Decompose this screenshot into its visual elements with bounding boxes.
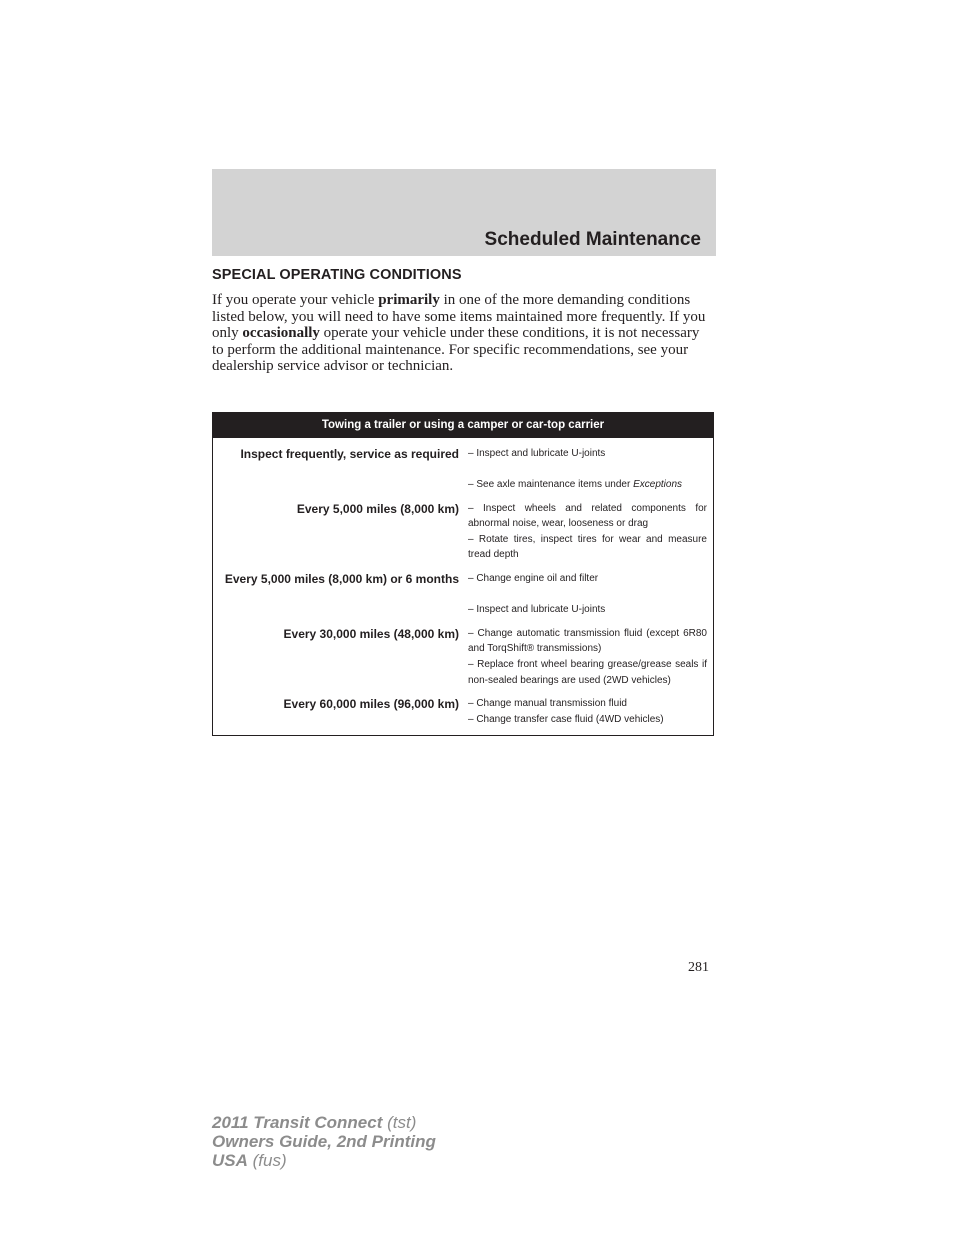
- table-row: [213, 696, 713, 727]
- action-item: – Inspect and lubricate U-joints: [468, 604, 606, 616]
- action-list: [459, 501, 713, 563]
- interval-label: Every 5,000 miles (8,000 km): [296, 501, 459, 516]
- action-list: [459, 446, 713, 493]
- section-heading: SPECIAL OPERATING CONDITIONS: [212, 267, 462, 283]
- document-footer: [212, 1113, 436, 1170]
- action-item: – Change automatic transmission fluid (except 6R80 and TorqShift® transmissions): [468, 627, 707, 655]
- interval-label: Every 60,000 miles (96,000 km): [283, 697, 459, 712]
- action-list: [459, 626, 713, 688]
- action-item: – Change transfer case fluid (4WD vehicles): [468, 713, 664, 725]
- page-number: 281: [688, 960, 709, 975]
- chapter-title: Scheduled Maintenance: [484, 229, 701, 250]
- emphasis-primarily: primarily: [378, 292, 440, 308]
- interval-label: Every 5,000 miles (8,000 km) or 6 months: [224, 572, 459, 587]
- action-list: [459, 571, 713, 618]
- intro-paragraph: If you operate your vehicle primarily in one of the more demanding conditions listed below, you will need to have some items maintained more frequently. If you only occasionally operate your vehicle under these conditions, it is not necessary to perform the additional maintenance. For specific recommendations, see your dealership service advisor or technician.: [212, 292, 706, 375]
- action-item: – See axle maintenance items under Exceptions: [468, 479, 683, 491]
- exceptions-reference: Exceptions: [633, 479, 683, 491]
- action-item: – Rotate tires, inspect tires for wear and measure tread depth: [468, 533, 707, 561]
- emphasis-occasionally: occasionally: [242, 325, 320, 342]
- interval-label: Every 30,000 miles (48,000 km): [283, 626, 459, 641]
- table-row: [213, 446, 713, 493]
- header-band: [212, 169, 716, 256]
- action-item: – Inspect wheels and related components for abnormal noise, wear, looseness or drag: [468, 502, 707, 530]
- table-row: [213, 571, 713, 618]
- table-row: [213, 501, 713, 563]
- maintenance-table: [212, 412, 714, 736]
- footer-line-market: USA (fus): [212, 1151, 287, 1170]
- action-item: – Change manual transmission fluid: [468, 698, 627, 710]
- table-row: [213, 626, 713, 688]
- footer-line-model: 2011 Transit Connect (tst): [212, 1113, 417, 1132]
- action-item: – Change engine oil and filter: [468, 573, 599, 585]
- footer-line-guide: Owners Guide, 2nd Printing: [212, 1132, 436, 1151]
- action-item: – Replace front wheel bearing grease/grease seals if non-sealed bearings are used (2WD vehicles): [468, 658, 707, 686]
- interval-label: Inspect frequently, service as required: [240, 447, 459, 461]
- table-title: Towing a trailer or using a camper or car-top carrier: [213, 413, 713, 438]
- action-item: – Inspect and lubricate U-joints: [468, 448, 606, 459]
- action-list: [459, 696, 713, 727]
